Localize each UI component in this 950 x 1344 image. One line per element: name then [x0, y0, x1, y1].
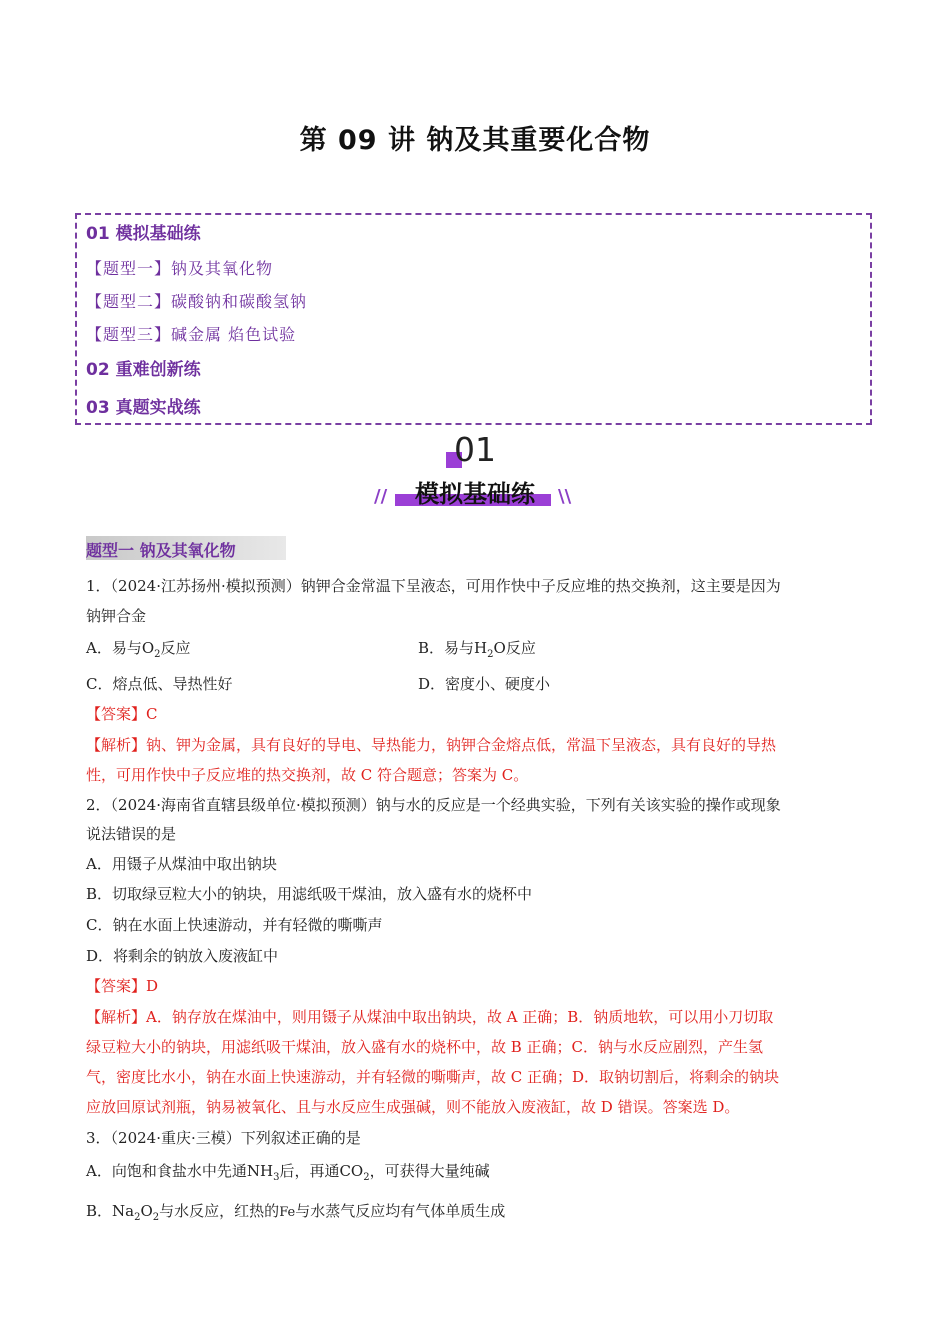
q1-option-d[interactable]: D．密度小、硬度小 — [418, 675, 551, 693]
q3-stem: 3．（2024·重庆·三模）下列叙述正确的是 — [86, 1129, 361, 1147]
q3-option-a-formula-co2: CO — [339, 1162, 364, 1180]
q3-option-b-formula-na: Na — [112, 1202, 135, 1220]
q1-analysis-line-1: 【解析】钠、钾为金属，具有良好的导电、导热能力，钠钾合金熔点低，常温下呈液态，具有良好的导热 — [86, 736, 777, 754]
q1-stem-line-2: 钠钾合金 — [86, 607, 147, 625]
q2-option-b[interactable]: B．切取绿豆粒大小的钠块，用滤纸吸干煤油，放入盛有水的烧杯中 — [86, 885, 533, 903]
q1-option-a[interactable] — [86, 637, 191, 660]
banner-right-mark: \\ — [558, 486, 572, 507]
q1-option-b[interactable] — [418, 637, 536, 660]
q1-option-c[interactable]: C．熔点低、导热性好 — [86, 675, 233, 693]
q2-option-a[interactable]: A．用镊子从煤油中取出钠块 — [86, 855, 277, 873]
q1-option-b-suffix: 反应 — [505, 639, 536, 657]
toc-item-type-1[interactable]: 【题型一】钠及其氧化物 — [86, 259, 274, 278]
table-of-contents — [75, 213, 872, 425]
q2-option-c[interactable]: C．钠在水面上快速游动，并有轻微的嘶嘶声 — [86, 916, 383, 934]
q2-stem-line-2: 说法错误的是 — [86, 825, 177, 843]
q3-option-a-text: A．向饱和食盐水中先通 — [86, 1162, 247, 1180]
q2-analysis-line-1: 【解析】A．钠存放在煤油中，则用镊子从煤油中取出钠块，故 A 正确；B．钠质地软，可以用小刀切取 — [86, 1008, 774, 1026]
q2-option-d[interactable]: D．将剩余的钠放入废液缸中 — [86, 947, 279, 965]
q3-option-b-subscript-2: 2 — [152, 1212, 160, 1223]
q3-option-a-middle: 后，再通 — [279, 1162, 340, 1180]
type-heading-text: 题型一 钠及其氧化物 — [86, 541, 236, 560]
q2-analysis-line-2: 绿豆粒大小的钠块，用滤纸吸干煤油，放入盛有水的烧杯中，故 B 正确；C．钠与水反应剧烈，产生氢 — [86, 1038, 764, 1056]
toc-item-type-3[interactable]: 【题型三】碱金属 焰色试验 — [86, 325, 297, 344]
q2-answer: 【答案】D — [86, 977, 159, 995]
q1-option-a-formula: O — [141, 639, 155, 657]
q3-option-b[interactable] — [86, 1200, 505, 1223]
q3-option-b-text: B． — [86, 1202, 113, 1220]
q1-option-a-suffix: 反应 — [160, 639, 191, 657]
q3-option-a[interactable] — [86, 1160, 490, 1183]
q1-option-b-text: B．易与 — [418, 639, 475, 657]
type-heading — [86, 536, 286, 560]
q3-option-a-subscript-1: 3 — [273, 1172, 280, 1183]
q2-stem-line-1: 2．（2024·海南省直辖县级单位·模拟预测）钠与水的反应是一个经典实验，下列有关该实验的操作或现象 — [86, 796, 781, 814]
q2-analysis-line-3: 气，密度比水小，钠在水面上快速游动，并有轻微的嘶嘶声，故 C 正确；D．取钠切割后，将剩余的钠块 — [86, 1068, 780, 1086]
q1-option-b-formula-o: O — [493, 639, 506, 657]
q1-option-b-subscript: 2 — [487, 649, 494, 660]
section-banner — [370, 430, 580, 514]
toc-item-section-03[interactable]: 03 真题实战练 — [86, 398, 201, 418]
q3-option-b-suffix: 与水蒸气反应均有气体单质生成 — [295, 1202, 506, 1220]
banner-number: 01 — [454, 430, 496, 469]
q3-option-b-formula-fe: Fe — [279, 1205, 296, 1220]
banner-title: 模拟基础练 — [415, 480, 535, 508]
q1-analysis-line-2: 性，可用作快中子反应堆的热交换剂，故 C 符合题意；答案为 C。 — [86, 766, 529, 784]
q3-option-b-formula-o: O — [140, 1202, 153, 1220]
q1-stem-line-1: 1．（2024·江苏扬州·模拟预测）钠钾合金常温下呈液态，可用作快中子反应堆的热交换剂，这主要是因为 — [86, 577, 781, 595]
q3-option-a-suffix: ，可获得大量纯碱 — [369, 1162, 490, 1180]
q2-analysis-line-4: 应放回原试剂瓶，钠易被氧化、且与水反应生成强碱，则不能放入废液缸，故 D 错误。答案选 D。 — [86, 1098, 740, 1116]
toc-item-section-02[interactable]: 02 重难创新练 — [86, 360, 201, 380]
q3-option-a-subscript-2: 2 — [363, 1172, 370, 1183]
toc-item-type-2[interactable]: 【题型二】碳酸钠和碳酸氢钠 — [86, 292, 308, 311]
q1-answer: 【答案】C — [86, 705, 158, 723]
q3-option-b-middle: 与水反应，红热的 — [159, 1202, 280, 1220]
page-title: 第 09 讲 钠及其重要化合物 — [299, 125, 651, 156]
toc-item-section-01[interactable]: 01 模拟基础练 — [86, 224, 201, 244]
q3-option-b-subscript-1: 2 — [134, 1212, 141, 1223]
q1-option-a-subscript: 2 — [154, 649, 161, 660]
q1-option-b-formula-h: H — [474, 639, 488, 657]
banner-left-mark: // — [374, 486, 388, 507]
q3-option-a-formula-nh3: NH — [246, 1162, 274, 1180]
q1-option-a-text: A．易与 — [86, 639, 142, 657]
